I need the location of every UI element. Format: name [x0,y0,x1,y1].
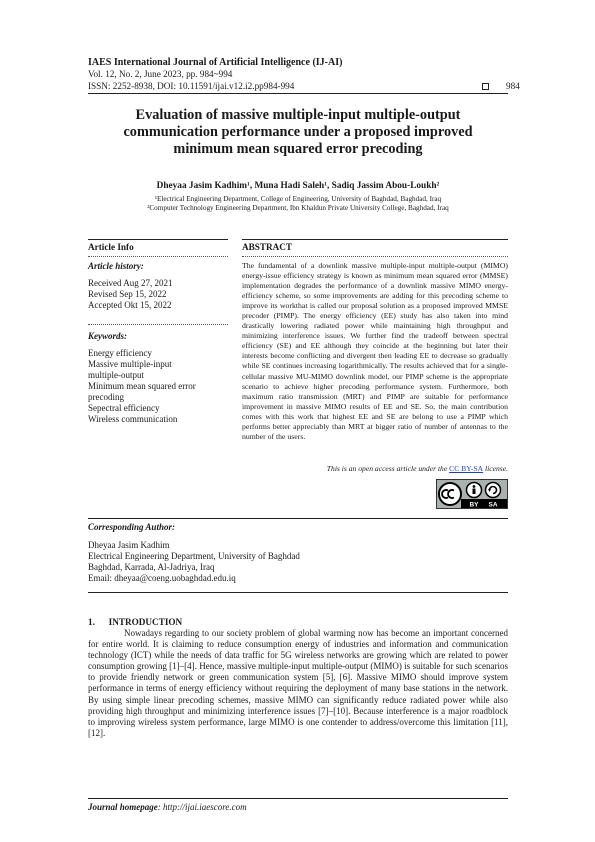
keyword: Minimum mean squared error [88,381,196,391]
article-history [88,278,228,311]
corresponding-email: Email: dheyaa@coeng.uobaghdad.edu.iq [88,573,236,583]
corresponding-bottom-rule [88,592,508,593]
article-history-heading: Article history: [88,261,144,271]
footer-rule [88,798,508,799]
page-number: 984 [506,81,520,91]
corresponding-department: Electrical Engineering Department, University of Baghdad [88,551,300,561]
history-revised: Revised Sep 15, 2022 [88,289,167,299]
article-info-divider [88,256,228,257]
corresponding-heading: Corresponding Author: [88,522,175,532]
article-info-heading: Article Info [88,242,134,252]
introduction-heading: 1. INTRODUCTION [88,617,183,627]
journal-homepage [88,802,247,812]
keyword: Wireless communication [88,414,178,424]
article-info-top-rule [88,239,228,240]
keyword: Energy efficiency [88,348,152,358]
keywords-heading: Keywords: [88,331,127,341]
cc-by-label: BY [469,501,479,508]
keyword: multiple-output [88,370,144,380]
keyword: Massive multiple-input [88,359,172,369]
abstract-divider [242,256,508,257]
affiliation-2: ²Computer Technology Engineering Department, Ibn Khaldun Private University College, Baghdad, Iraq [147,204,449,212]
corresponding-name: Dheyaa Jasim Kadhim [88,540,170,550]
paper-title [88,107,508,158]
abstract-heading: ABSTRACT [242,242,293,252]
introduction-text: Nowadays regarding to our society problem of global warming now has become an important concerned for entire world. It is claiming to reduce consumption energy of industries and information and communication technology (ICT) while the needs of data traffic for 5G wireless networks are growing which are related to power consumption growing [1]–[4]. Hence, massive multiple-input multiple-output (MIMO) is suitable for such scenarios to provide friendly network or green communication system [5], [6]. Massive MIMO should improve system performance in terms of energy efficiency without requiring the deployment of many base stations in the network. By using simple linear precoding schemes, massive MIMO can significantly reduce radiated power while also providing high throughput and minimizing interference issues [7]–[10]. Because interference is a major roadblock to improving wireless system performance, large MIMO is one contender to address/overcome this limitation [11], [12]. [88,628,508,738]
open-access-note [242,464,508,473]
keywords-divider [88,324,228,325]
history-received: Received Aug 27, 2021 [88,278,173,288]
history-accepted: Accepted Okt 15, 2022 [88,300,172,310]
title-line-3: minimum mean squared error precoding [173,141,423,157]
keyword: Sepectral efficiency [88,403,160,413]
cc-license-badge[interactable] [436,479,508,509]
journal-name: IAES International Journal of Artificial Intelligence (IJ-AI) [88,57,343,68]
cc-by-sa-link[interactable]: CC BY-SA [449,464,484,473]
oa-suffix: license. [483,464,508,473]
affiliation-1: ¹Electrical Engineering Department, College of Engineering, University of Baghdad, Baghdad, Iraq [154,195,442,203]
header-rule [88,93,508,94]
authors: Dheyaa Jasim Kadhim¹, Muna Hadi Saleh¹, Sadiq Jassim Abou-Loukh² [156,181,440,191]
cc-sa-label: SA [488,501,498,508]
title-line-1: Evaluation of massive multiple-input multiple-output [135,107,461,123]
journal-issn-doi: ISSN: 2252-8938, DOI: 10.11591/ijai.v12.i2.pp984-994 [88,81,295,91]
title-line-2: communication performance under a proposed improved [123,124,473,140]
square-icon [482,83,489,90]
corresponding-address: Baghdad, Karrada, Al-Jadriya, Iraq [88,562,215,572]
homepage-label: Journal homepage [88,802,158,812]
journal-volume: Vol. 12, No. 2, June 2023, pp. 984~994 [88,69,233,79]
keywords-list [88,348,228,425]
cc-badge-icon [437,480,507,508]
corresponding-details [88,540,388,584]
homepage-url[interactable]: : http://ijai.iaescore.com [157,802,247,812]
keyword: precoding [88,392,124,402]
abstract-text: The fundamental of a downlink massive multiple-input multiple-output (MIMO) energy-issue efficiency strategy is known as minimum mean squared error (MMSE) implementation degrades the performance of a downlink massive MIMO energy-efficiency scheme, so some improvements are adding for this precoding scheme to improve its workthat is called our proposal solution as a proposed improved MMSE precoder (PIMP). The energy efficiency (EE) study has also taken into mind drastically lowering radiated power while maintaining high throughput and minimizing interference issues. We further find the tradeoff between spectral efficiency (SE) and EE although they coincide at the beginning but later their interests become conflicting and divergent then leading EE to decrease so gradually while SE continues increasing logarithmically. The results achieved that for a single-cellular massive MU-MIMO downlink model, our PIMP scheme is the appropriate scenario to achieve higher precoding performance system. Furthermore, both maximum ratio transmission (MRT) and PIMP are suitable for performance improvement in massive MIMO results of EE and SE. So, the main contribution comes with this work that highest EE and SE are belong to use a PIMP which performs better appreciably than MRT at bigger ratio of number of antennas to the number of the users. [242,261,508,441]
abstract-top-rule [242,239,508,240]
corresponding-top-rule [88,518,508,519]
oa-prefix: This is an open access article under the [326,464,450,473]
